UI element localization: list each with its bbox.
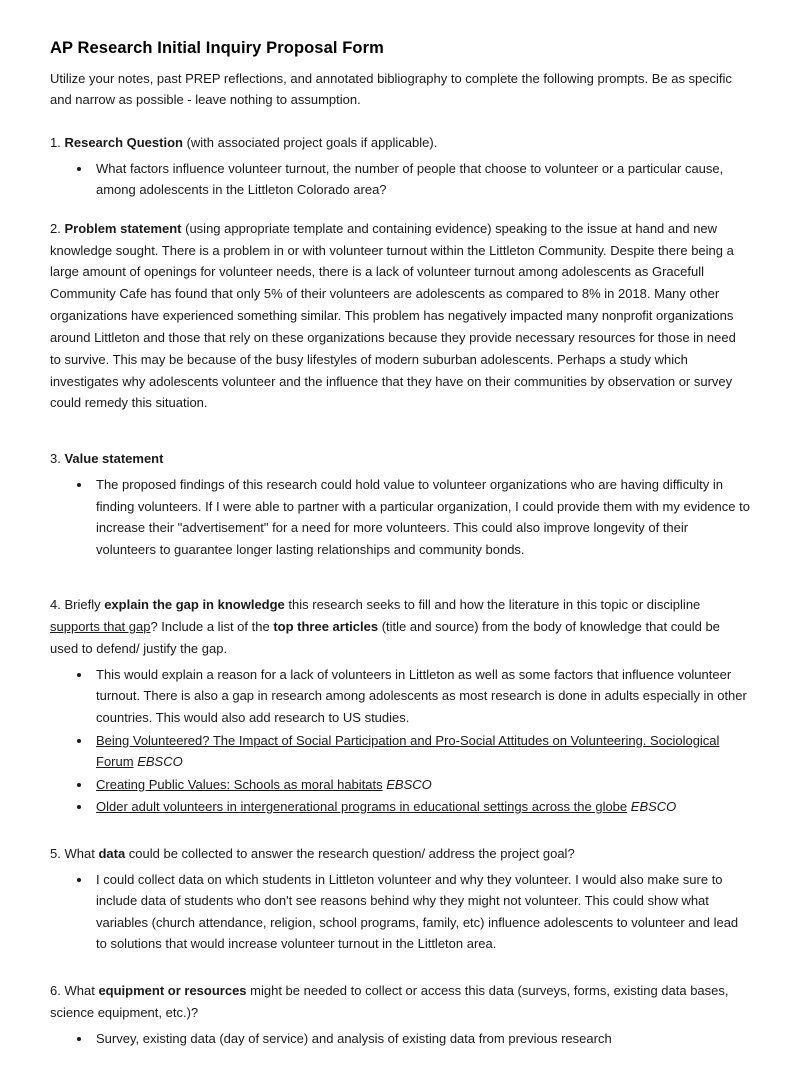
article-title: Being Volunteered? The Impact of Social Participation and Pro-Social Attitudes on Volunteering. Sociological Forum	[96, 732, 720, 770]
question-prompt-6	[50, 980, 750, 1024]
question-block-5	[50, 843, 750, 955]
question-number-2: 2.	[50, 220, 61, 236]
question-prompt-rest-1: (with associated project goals if applicable).	[182, 134, 438, 150]
answer-list-3	[50, 474, 750, 560]
list-item: • I could collect data on which students in Littleton volunteer and why they volunteer. I would also make sure to include data of students who don't see reasons behind why they might not volunteer. This could show what variables (church attendance, religion, school programs, family, etc) influence adolescents to volunteer and lead to solutions that would increase volunteer turnout in the Littleton area.	[92, 869, 750, 955]
question-number-5: 5.	[50, 845, 61, 861]
question-prompt-bold-1: Research Question	[64, 134, 183, 150]
q4-part-5: top three articles	[273, 619, 379, 635]
q6-part-0: What	[64, 982, 99, 998]
question-prompt-2	[50, 218, 750, 414]
q4-part-4: ? Include a list of the	[150, 619, 274, 635]
question-prompt-3	[50, 448, 750, 470]
article-title: Creating Public Values: Schools as moral habitats	[96, 776, 383, 792]
list-item	[92, 774, 750, 796]
question-number-4: 4.	[50, 597, 61, 613]
intro-paragraph: Utilize your notes, past PREP reflections, and annotated bibliography to complete the following prompts. Be as specific and narrow as possible - leave nothing to assumption.	[50, 70, 732, 107]
list-item-text: This would explain a reason for a lack of volunteers in Littleton as well as some factors that influence volunteer turnout. There is also a gap in research among adolescents as most research is done in adults especially in other countries. This would also add research to US studies.	[96, 666, 747, 725]
list-item	[92, 664, 750, 729]
list-item	[92, 796, 750, 818]
question-prompt-bold-2: Problem statement	[64, 220, 182, 236]
question-block-6	[50, 980, 750, 1049]
question-number-3: 3.	[50, 451, 61, 467]
answer-list-1	[50, 158, 750, 201]
q5-part-2: could be collected to answer the research question/ address the project goal?	[125, 845, 575, 861]
question-block-2	[50, 218, 750, 414]
answer-list-5	[50, 869, 750, 955]
q6-part-1: equipment or resources	[98, 982, 247, 998]
q4-part-0: Briefly	[64, 597, 105, 613]
question-number-6: 6.	[50, 982, 61, 998]
page-title: AP Research Initial Inquiry Proposal Form	[50, 39, 384, 57]
question-prompt-1	[50, 132, 750, 154]
article-source: EBSCO	[137, 754, 183, 770]
q5-part-0: What	[64, 845, 99, 861]
question-prompt-5	[50, 843, 750, 865]
q4-part-1: explain the gap in knowledge	[104, 597, 285, 613]
q5-part-1: data	[98, 845, 126, 861]
question-block-1	[50, 132, 750, 201]
q4-part-6: (title and source) from the body of knowledge that could be used to defend/ justify the gap.	[50, 619, 720, 656]
list-item: • The proposed findings of this research could hold value to volunteer organizations who are having difficulty in finding volunteers. If I were able to partner with a particular organization, I could provide them with my evidence to increase their "advertisement" for a need for more volunteers. This could also improve longevity of their volunteers to guarantee longer lasting relationships and community bonds.	[92, 474, 750, 560]
list-item	[92, 730, 750, 773]
answer-list-6	[50, 1028, 750, 1050]
supports-that-gap-link[interactable]: supports that gap	[50, 619, 151, 635]
answer-list-4	[50, 664, 750, 818]
q4-part-2: this research seeks to fill and how the literature in this topic or discipline	[284, 597, 701, 613]
question-block-4	[50, 594, 750, 818]
q6-part-2: might be needed to collect or access this data (surveys, forms, existing data bases, science equipment, etc.)?	[50, 982, 729, 1020]
question-prompt-4	[50, 594, 750, 659]
question-prompt-rest-2: (using appropriate template and containing evidence) speaking to the issue at hand and new knowledge sought. There is a problem in or with volunteer turnout within the Littleton Community. Despite there being a large amount of openings for volunteer needs, there is a lack of volunteer turnout among adolescents as Gracefull Community Cafe has found that only 5% of their volunteers are adolescents as compared to 8% in 2018. Many other organizations have experienced something similar. This problem has negatively impacted many nonprofit organizations around Littleton and those that rely on these organizations because they provide necessary resources for those in need to survive. This may be because of the busy lifestyles of modern suburban adolescents. Perhaps a study which investigates why adolescents volunteer and the influence that they have on their communities by observation or survey could remedy this situation.	[50, 220, 736, 411]
question-block-3	[50, 448, 750, 560]
question-number-1: 1.	[50, 134, 61, 150]
article-title: Older adult volunteers in intergenerational programs in educational settings across the globe	[96, 799, 628, 815]
list-item: • What factors influence volunteer turnout, the number of people that choose to volunteer or a particular cause, among adolescents in the Littleton Colorado area?	[92, 158, 750, 201]
article-source: EBSCO	[630, 799, 677, 815]
list-item: • Survey, existing data (day of service) and analysis of existing data from previous research	[92, 1028, 750, 1050]
question-prompt-bold-3: Value statement	[64, 451, 164, 467]
article-source: EBSCO	[386, 776, 432, 792]
